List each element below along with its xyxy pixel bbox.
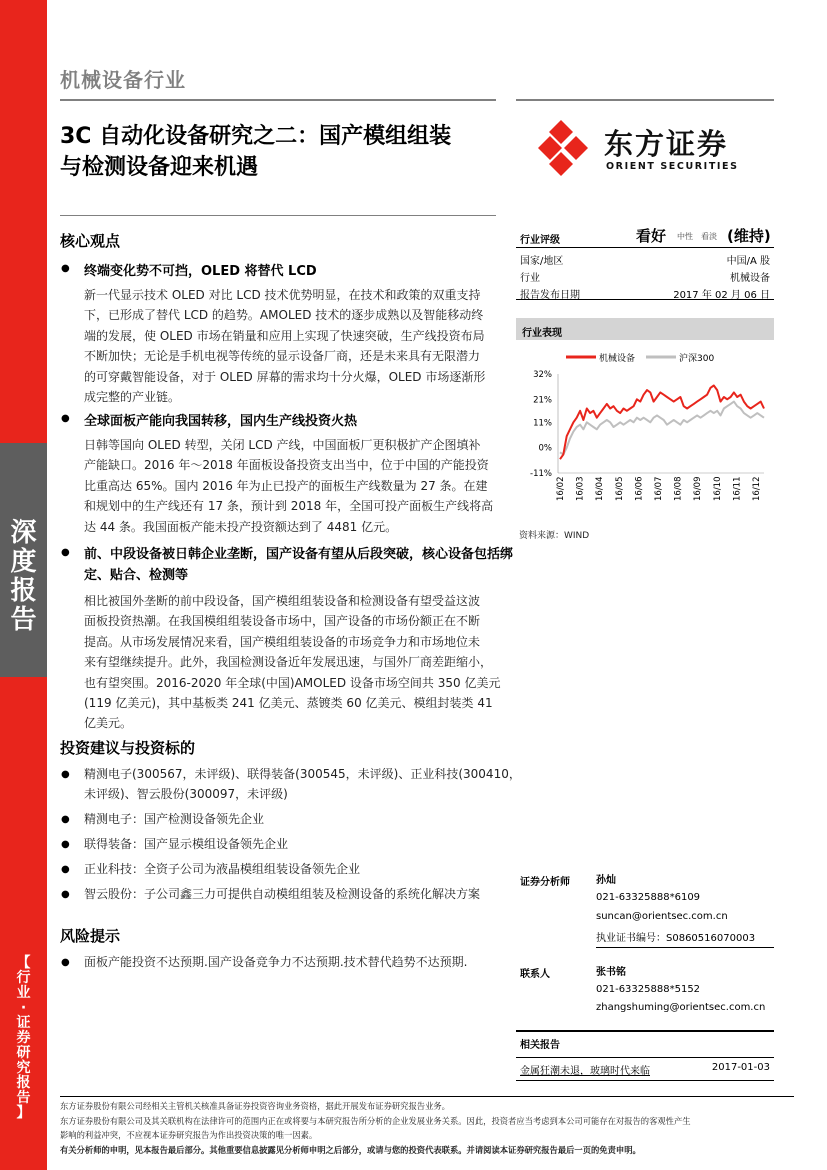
x-tick-label: 16/05 — [614, 476, 625, 501]
invest-item-line: 精测电子(300567，未评级)、联得装备(300545，未评级)、正业科技(300410， — [84, 767, 521, 781]
report-category-char: 究 — [16, 1060, 31, 1076]
header-rule-right — [516, 99, 774, 101]
report-type-char: 深 — [10, 518, 37, 548]
related-item-date: 2017-01-03 — [711, 1062, 770, 1073]
footer-line: 东方证券股份有限公司及其关联机构在法律许可的范围内正在或将要与本研究报告所分析的企业发展业务关系。因此，投资者应当考虑到本公司可能存在对报告的客观性产生 — [60, 1115, 691, 1126]
rating-detail-row — [516, 265, 774, 282]
related-heading: 相关报告 — [520, 1040, 560, 1051]
invest-item-line: 正业科技：全资子公司为液晶模组组装设备领先企业 — [84, 862, 361, 876]
core-heading: 核心观点 — [60, 232, 121, 250]
report-category-char: 业 — [16, 985, 31, 1001]
invest-item — [60, 834, 500, 854]
report-category-char: 券 — [16, 1030, 31, 1046]
x-tick-label: 16/06 — [634, 476, 645, 501]
paragraph-line: 产能缺口。2016 年～2018 年面板设备投资支出当中，位于中国的产能投资 — [84, 458, 489, 473]
x-tick-label: 16/12 — [752, 476, 762, 501]
paragraph-line: 下，已形成了替代 LCD 的趋势。AMOLED 技术的逐步成熟以及智能移动终 — [84, 308, 484, 323]
point-1-body — [84, 285, 496, 407]
x-tick-label: 16/02 — [556, 476, 566, 501]
performance-header — [516, 318, 774, 340]
x-tick-label: 16/04 — [595, 476, 606, 501]
related-item-title[interactable]: 金属狂潮未退，玻璃时代来临 — [520, 1066, 650, 1077]
series-line — [560, 402, 764, 455]
invest-list — [60, 764, 521, 909]
sidebar-bottom-band — [0, 677, 47, 1170]
header-rule — [60, 99, 496, 101]
x-tick-label: 16/07 — [654, 476, 664, 501]
y-tick-label: 0% — [538, 443, 552, 454]
footer-rule — [60, 1096, 794, 1097]
report-type-label — [0, 443, 47, 635]
invest-item — [60, 859, 500, 879]
paragraph-line: 面板投资热潮。在我国模组组装设备市场中，国产设备的市场份额正在不断 — [84, 614, 481, 629]
bullet-icon: ● — [61, 769, 70, 780]
rating-value: 看好 — [636, 227, 667, 245]
point-3-title — [84, 544, 513, 586]
point-3-title-line: 前、中段设备被日韩企业垄断，国产设备有望从后段突破，核心设备包括绑 — [84, 547, 514, 562]
rating-detail-row — [516, 248, 774, 265]
report-category-char: 【 — [16, 955, 31, 971]
related-item[interactable] — [516, 1057, 774, 1078]
paragraph-line: 日韩等国向 OLED 转型，关闭 LCD 产线，中国面板厂更积极扩产企图填补 — [84, 438, 481, 452]
paragraph-line: 和规划中的生产线还有 17 条，预计到 2018 年，全国可投产面板生产线将高 — [84, 499, 494, 514]
bullet-icon: ● — [61, 957, 70, 968]
sidebar-top-band — [0, 0, 47, 443]
bullet-icon: ● — [61, 263, 70, 274]
point-1-title: 终端变化势不可挡，OLED 将替代 LCD — [84, 264, 317, 279]
point-3-title-line: 定、贴合、检测等 — [84, 568, 189, 583]
point-3-body — [84, 591, 501, 734]
x-tick-label: 16/10 — [712, 476, 723, 501]
report-category-char: 研 — [16, 1045, 31, 1061]
bullet-icon: ● — [61, 547, 70, 558]
report-type-char: 度 — [10, 547, 37, 577]
rating-details — [516, 248, 774, 300]
series-line — [560, 386, 764, 460]
analyst-phone: 021-63325888*6109 — [596, 892, 701, 903]
paragraph-line: 端的发展，使 OLED 市场在销量和应用上实现了快速突破，生产线投资布局 — [84, 328, 485, 343]
rating-label: 行业评级 — [520, 235, 560, 246]
paragraph-line: (119 亿美元)，其中基板类 241 亿美元、蒸镀类 60 亿美元、模组封装类 41 — [84, 696, 493, 711]
point-2-body — [84, 435, 496, 537]
paragraph-line: 亿美元。 — [84, 716, 133, 731]
footer-line: 有关分析师的申明，见本报告最后部分。其他重要信息披露见分析师申明之后部分，或请与您的投资代表联系。并请阅读本证券研究报告最后一页的免责申明。 — [60, 1144, 641, 1155]
related-block — [516, 1030, 774, 1081]
analyst-cert: 执业证书编号：S0860516070003 — [596, 929, 774, 948]
report-category-char: 行 — [16, 970, 31, 986]
invest-item-line: 未评级)、智云股份(300097，未评级) — [84, 787, 288, 801]
paragraph-line: 达 44 条。我国面板产能未投产投资额达到了 4481 亿元。 — [84, 519, 398, 534]
rating-detail-row — [516, 282, 774, 300]
y-tick-label: 11% — [533, 418, 552, 429]
x-tick-label: 16/09 — [693, 476, 704, 501]
industry-label: 机械设备行业 — [60, 68, 186, 92]
footer-disclaimer — [60, 1099, 794, 1157]
x-tick-label: 16/03 — [575, 476, 586, 501]
logo-cn: 东方证券 — [604, 127, 729, 161]
bullet-icon: ● — [61, 413, 70, 424]
y-tick-label: 32% — [533, 370, 552, 380]
report-category-char: 】 — [16, 1105, 31, 1121]
performance-heading: 行业表现 — [522, 328, 562, 339]
analyst-email[interactable]: suncan@orientsec.com.cn — [596, 911, 728, 922]
bullet-icon: ● — [61, 864, 70, 875]
invest-item — [60, 884, 500, 904]
contact-name: 张书铭 — [596, 967, 626, 978]
rating-detail-value: 中国/A 股 — [726, 256, 770, 267]
risk-heading: 风险提示 — [60, 927, 121, 945]
analyst-name: 孙灿 — [596, 875, 616, 886]
performance-chart — [516, 342, 774, 520]
title-line-2: 与检测设备迎来机遇 — [60, 155, 259, 180]
contact-phone: 021-63325888*5152 — [596, 984, 701, 995]
title-rule — [60, 215, 496, 216]
risk-item: 面板产能投资不达预期.国产设备竞争力不达预期.技术替代趋势不达预期. — [84, 955, 468, 969]
point-2-title: 全球面板产能向我国转移，国内生产线投资火热 — [84, 414, 358, 429]
sidebar-report-type — [0, 443, 47, 677]
contact-label: 联系人 — [520, 969, 550, 980]
footer-line: 影响的利益冲突，不应视本证券研究报告为作出投资决策的唯一因素。 — [60, 1130, 318, 1140]
paragraph-line: 来有望继续提升。此外，我国检测设备近年发展迅速，与国外厂商差距缩小， — [84, 655, 493, 670]
legend-label: 沪深300 — [679, 354, 715, 364]
bullet-icon: ● — [61, 889, 70, 900]
report-category-char: 证 — [16, 1015, 31, 1031]
paragraph-line: 比重高达 65%。国内 2016 年为止已投产的面板生产线数量为 27 条。在建 — [84, 478, 488, 493]
paragraph-line: 不断加快；无论是手机电视等传统的显示设备厂商，还是未来具有无限潜力 — [84, 349, 481, 364]
footer-line: 东方证券股份有限公司经相关主管机关核准具备证券投资咨询业务资格，据此开展发布证券研究报告业务。 — [60, 1101, 450, 1111]
invest-item-line: 智云股份：子公司鑫三力可提供自动模组组装及检测设备的系统化解决方案 — [84, 887, 481, 901]
report-category-char: 告 — [16, 1090, 31, 1106]
bullet-icon: ● — [61, 839, 70, 850]
report-title — [60, 121, 500, 183]
rating-detail-label: 报告发布日期 — [520, 290, 580, 301]
title-line-1: 3C 自动化设备研究之二：国产模组组装 — [60, 124, 452, 149]
report-category-char: 报 — [16, 1075, 31, 1091]
report-category-char: · — [20, 1000, 27, 1016]
chart-source: 资料来源：WIND — [519, 531, 590, 541]
report-type-char: 报 — [10, 576, 37, 606]
rating-detail-label: 行业 — [520, 273, 540, 284]
x-tick-label: 16/11 — [732, 476, 743, 501]
invest-item-line: 精测电子：国产检测设备领先企业 — [84, 812, 265, 826]
invest-heading: 投资建议与投资标的 — [60, 739, 196, 757]
logo-en: ORIENT SECURITIES — [606, 161, 739, 172]
report-type-char: 告 — [10, 605, 37, 635]
rating-alt-neutral: 中性 — [677, 232, 693, 241]
rating-block — [516, 225, 774, 300]
invest-item — [60, 764, 521, 804]
rating-alt-negative: 看淡 — [701, 232, 717, 241]
report-category-label — [0, 956, 47, 1121]
rating-row — [516, 225, 774, 248]
invest-item-line: 联得装备：国产显示模组设备领先企业 — [84, 837, 289, 851]
rating-detail-value: 机械设备 — [730, 273, 770, 284]
company-logo — [526, 118, 776, 178]
analyst-label: 证券分析师 — [520, 877, 570, 888]
rating-status: (维持) — [727, 227, 771, 245]
paragraph-line: 的可穿戴智能设备，对于 OLED 屏幕的需求均十分火爆，OLED 市场逐渐形 — [84, 369, 486, 384]
paragraph-line: 成完整的产业链。 — [84, 390, 181, 405]
rating-detail-label: 国家/地区 — [520, 256, 564, 267]
paragraph-line: 提高。从市场发展情况来看，国产模组组装设备的市场竞争力和市场地位未 — [84, 634, 481, 649]
related-rule — [516, 1080, 774, 1081]
paragraph-line: 新一代显示技术 OLED 对比 LCD 技术优势明显，在技术和政策的双重支持 — [84, 288, 481, 302]
y-tick-label: -11% — [530, 469, 552, 479]
x-tick-label: 16/08 — [673, 476, 684, 501]
logo-mark-icon — [526, 118, 596, 178]
y-tick-label: 21% — [533, 395, 552, 406]
paragraph-line: 也有望突围。2016-2020 年全球(中国)AMOLED 设备市场空间共 350 亿美元 — [84, 675, 501, 690]
invest-item — [60, 809, 500, 829]
legend-label: 机械设备 — [599, 354, 636, 364]
rating-detail-value: 2017 年 02 月 06 日 — [673, 290, 770, 301]
bullet-icon: ● — [61, 814, 70, 825]
contact-email[interactable]: zhangshuming@orientsec.com.cn — [596, 1002, 766, 1013]
paragraph-line: 相比被国外垄断的前中段设备，国产模组组装设备和检测设备有望受益这波 — [84, 594, 481, 608]
